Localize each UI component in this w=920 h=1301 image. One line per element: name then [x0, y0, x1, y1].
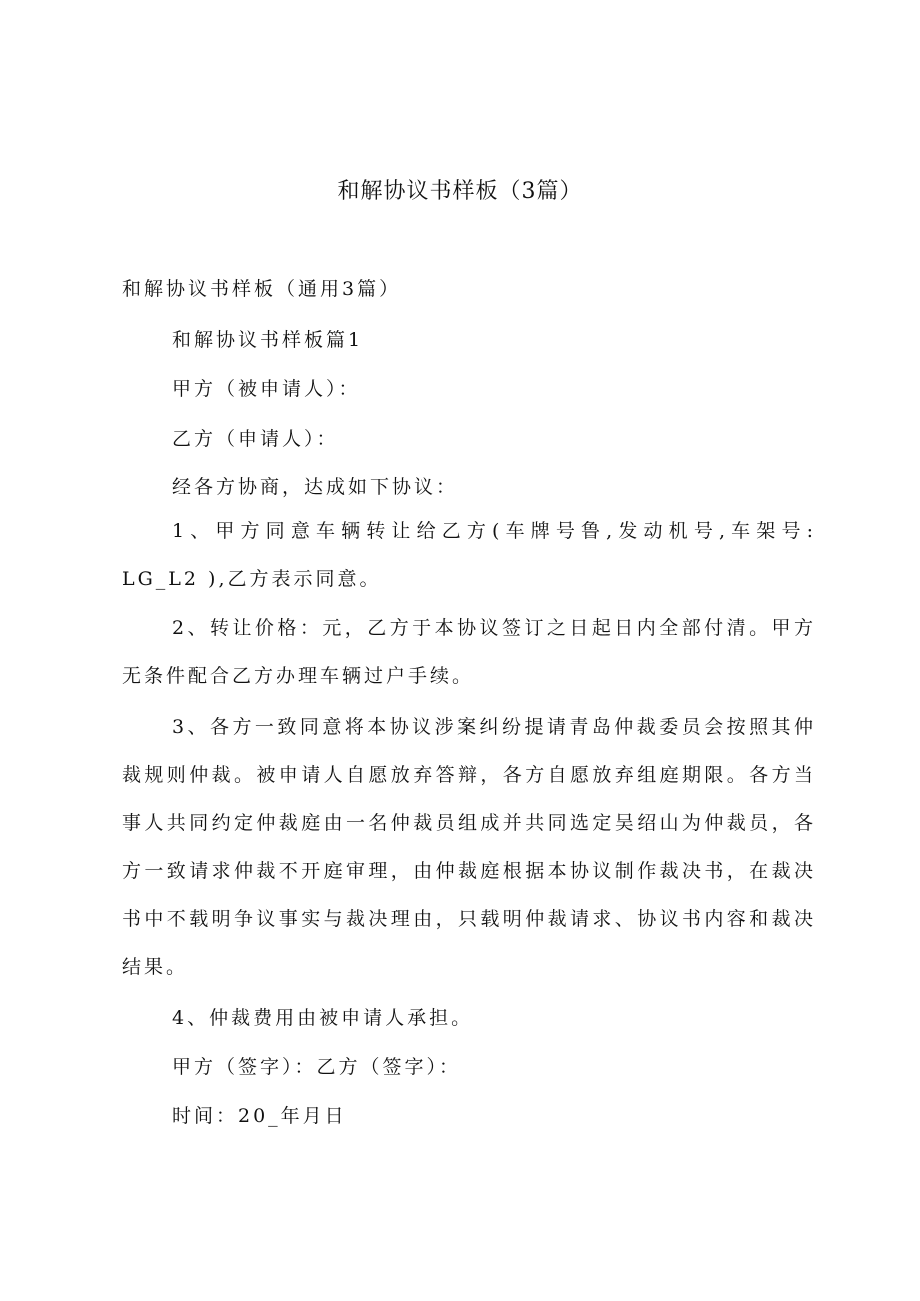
clause-1: 1、甲方同意车辆转让给乙方(车牌号鲁,发动机号,车架号: LG_L2 ),乙方表示同意。 [122, 520, 816, 590]
date-line: 时间：20_年月日 [172, 1105, 347, 1127]
clause-4: 4、仲裁费用由被申请人承担。 [172, 1007, 474, 1029]
party-a-line: 甲方（被申请人）： [172, 378, 361, 400]
clause-3: 3、各方一致同意将本协议涉案纠纷提请青岛仲裁委员会按照其仲裁规则仲裁。被申请人自愿放弃答辩，各方自愿放弃组庭期限。各方当事人共同约定仲裁庭由一名仲裁员组成并共同选定吴绍山为仲裁员，各方一致请求仲裁不开庭审理，由仲裁庭根据本协议制作裁决书，在裁决书中不载明争议事实与裁决理由，只载明仲裁请求、协议书内容和裁决结果。 [122, 716, 816, 978]
clause-2: 2、转让价格：元，乙方于本协议签订之日起日内全部付清。甲方无条件配合乙方办理车辆过户手续。 [122, 617, 816, 687]
section-heading: 和解协议书样板篇1 [172, 329, 364, 351]
document-subtitle: 和解协议书样板（通用3篇） [122, 278, 402, 300]
party-b-line: 乙方（申请人）： [172, 428, 339, 450]
agreement-intro: 经各方协商，达成如下协议： [172, 476, 459, 498]
document-title: 和解协议书样板（3篇） [337, 179, 583, 204]
signature-line: 甲方（签字）：乙方（签字）： [172, 1056, 462, 1078]
